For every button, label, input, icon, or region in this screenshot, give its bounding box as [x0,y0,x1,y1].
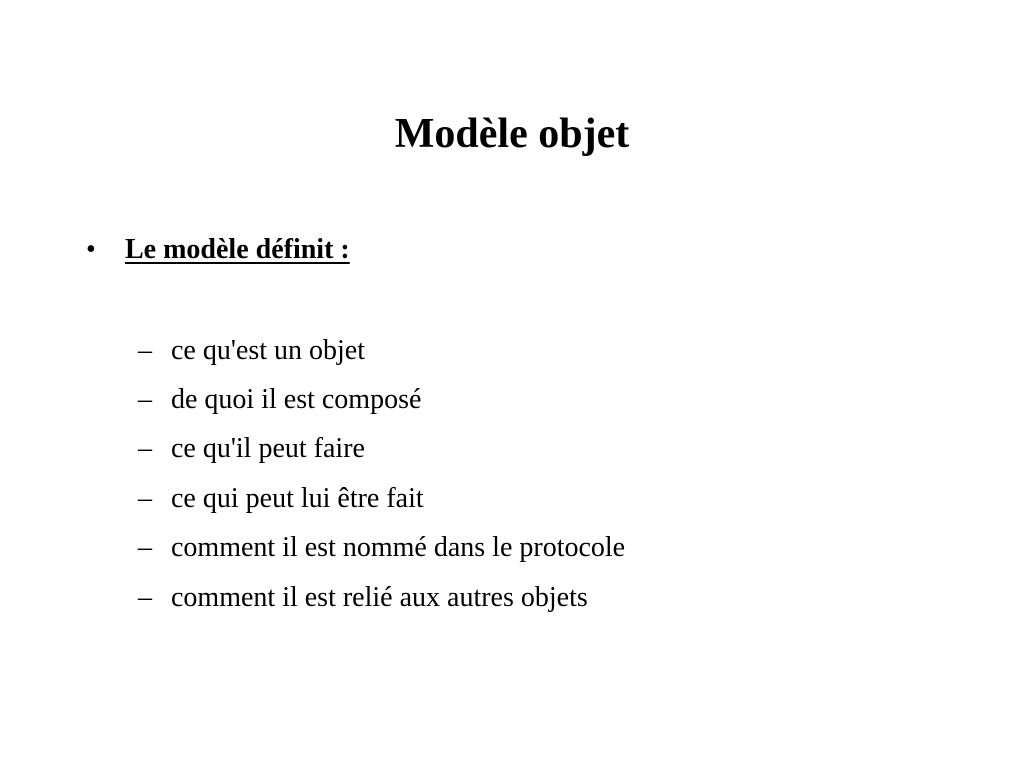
sub-bullet-text: ce qu'est un objet [171,334,365,366]
sub-bullet-item [138,425,625,474]
dash-marker: – [138,532,152,564]
sub-bullet-text: comment il est nommé dans le protocole [171,532,626,564]
dash-marker: – [138,581,152,613]
sub-bullet-list [138,326,625,622]
slide-title: Modèle objet [394,111,630,157]
dash-marker: – [138,433,152,465]
sub-bullet-text: de quoi il est composé [171,384,422,416]
bullet-heading: Le modèle définit : [125,234,350,265]
dash-marker: – [138,334,152,366]
sub-bullet-text: ce qu'il peut faire [171,433,365,465]
sub-bullet-item [138,375,625,424]
main-bullet [86,230,350,270]
dash-marker: – [138,482,152,514]
sub-bullet-text: ce qui peut lui être fait [171,482,424,514]
sub-bullet-item [138,524,625,573]
dash-marker: – [138,384,152,416]
bullet-marker: • [86,234,96,265]
sub-bullet-text: comment il est relié aux autres objets [171,581,588,613]
sub-bullet-item [138,474,625,523]
sub-bullet-item [138,326,625,375]
sub-bullet-item [138,573,625,622]
